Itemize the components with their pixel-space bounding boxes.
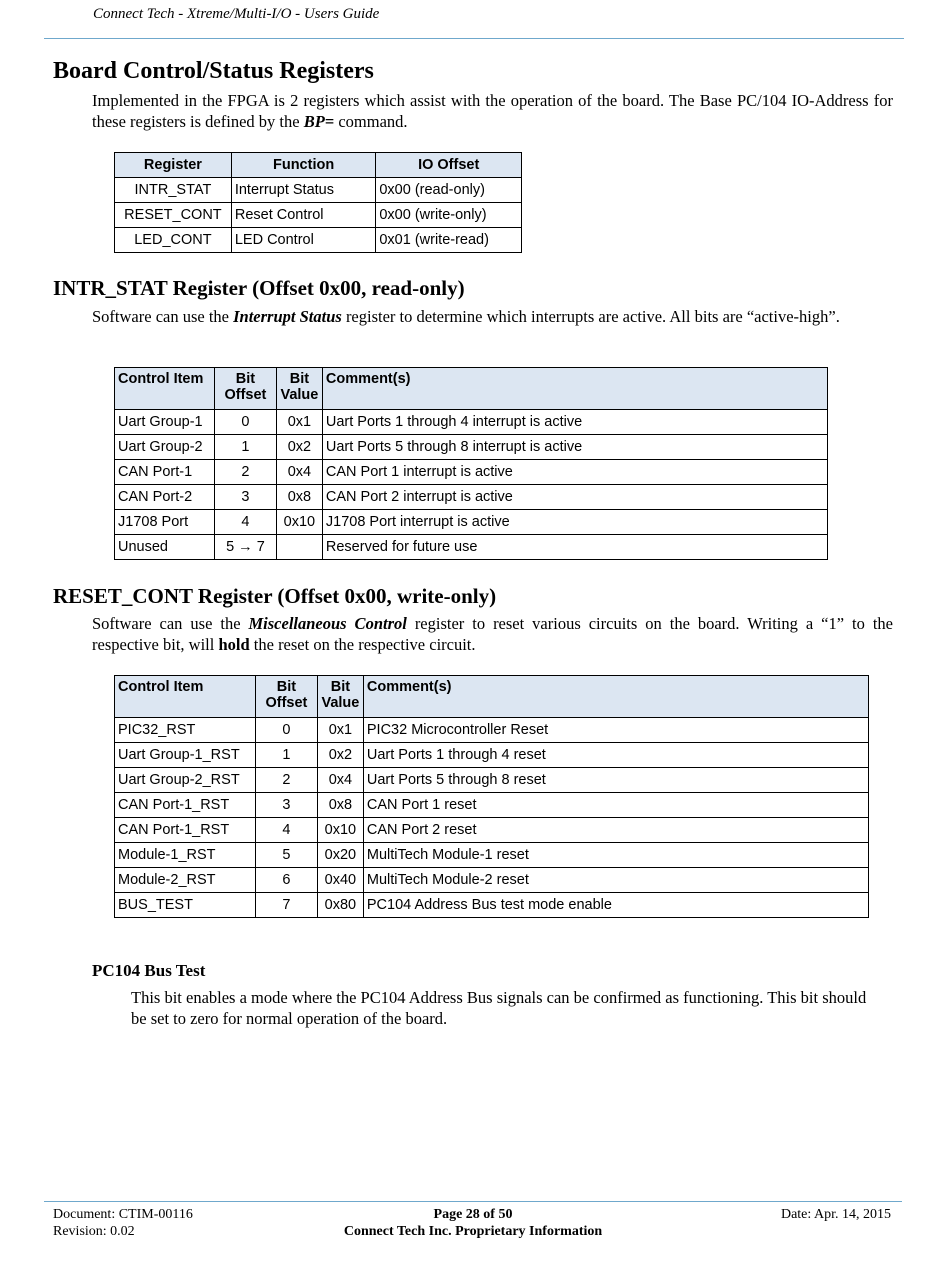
table-row bbox=[115, 460, 828, 485]
table-cell: 0x40 bbox=[317, 868, 363, 893]
table-cell: 1 bbox=[214, 435, 276, 460]
table-header-row bbox=[115, 368, 828, 410]
table-cell: 0x1 bbox=[276, 410, 322, 435]
column-header: Bit Offset bbox=[255, 676, 317, 718]
table-cell: CAN Port-1_RST bbox=[115, 818, 256, 843]
table-cell: 0x4 bbox=[276, 460, 322, 485]
subsection-title-pc104-bus-test: PC104 Bus Test bbox=[92, 961, 206, 980]
table-row bbox=[115, 868, 869, 893]
column-header: Register bbox=[115, 153, 232, 178]
table-cell: CAN Port-1 bbox=[115, 460, 215, 485]
column-header: Bit Offset bbox=[214, 368, 276, 410]
section-title-board-registers: Board Control/Status Registers bbox=[53, 58, 374, 84]
reset-cont-paragraph: Software can use the Miscellaneous Control register to reset various circuits on the board. Writing a “1” to the respective bit, will hold the reset on the respective circuit. bbox=[92, 614, 893, 654]
column-header: Control Item bbox=[115, 676, 256, 718]
table-cell: Interrupt Status bbox=[231, 178, 376, 203]
table-cell: Uart Ports 5 through 8 interrupt is active bbox=[322, 435, 827, 460]
table-cell: Reserved for future use bbox=[322, 535, 827, 560]
table-cell: Uart Group-2 bbox=[115, 435, 215, 460]
table-cell: RESET_CONT bbox=[115, 203, 232, 228]
table-cell: 6 bbox=[255, 868, 317, 893]
table-cell: J1708 Port bbox=[115, 510, 215, 535]
reset-cont-table bbox=[114, 675, 869, 918]
table-cell: MultiTech Module-1 reset bbox=[363, 843, 868, 868]
intr-stat-paragraph: Software can use the Interrupt Status register to determine which interrupts are active. All bits are “active-high”. bbox=[92, 307, 840, 326]
table-cell: 0x1 bbox=[317, 718, 363, 743]
table-cell: CAN Port-2 bbox=[115, 485, 215, 510]
table-row bbox=[115, 535, 828, 560]
table-cell: 1 bbox=[255, 743, 317, 768]
table-cell: Module-1_RST bbox=[115, 843, 256, 868]
table-cell: 0x2 bbox=[317, 743, 363, 768]
table-cell: Uart Ports 1 through 4 interrupt is active bbox=[322, 410, 827, 435]
column-header: Bit Value bbox=[317, 676, 363, 718]
table-row bbox=[115, 718, 869, 743]
column-header: Function bbox=[231, 153, 376, 178]
table-cell: 5 bbox=[255, 843, 317, 868]
table-cell: 0x80 bbox=[317, 893, 363, 918]
footer-date: Date: Apr. 14, 2015 bbox=[780, 1207, 891, 1222]
running-header: Connect Tech - Xtreme/Multi-I/O - Users Guide bbox=[93, 6, 380, 22]
table-cell: 3 bbox=[214, 485, 276, 510]
table-cell: 0x2 bbox=[276, 435, 322, 460]
table-cell: CAN Port 2 reset bbox=[363, 818, 868, 843]
table-cell: Uart Group-2_RST bbox=[115, 768, 256, 793]
table-cell: 4 bbox=[255, 818, 317, 843]
table-cell: CAN Port-1_RST bbox=[115, 793, 256, 818]
table-cell: 0 bbox=[255, 718, 317, 743]
table-cell: Module-2_RST bbox=[115, 868, 256, 893]
table-cell: Uart Group-1_RST bbox=[115, 743, 256, 768]
intr-stat-table bbox=[114, 367, 828, 560]
table-row bbox=[115, 743, 869, 768]
table-cell: LED Control bbox=[231, 228, 376, 253]
board-registers-table bbox=[114, 152, 522, 253]
table-cell: INTR_STAT bbox=[115, 178, 232, 203]
table-cell: Unused bbox=[115, 535, 215, 560]
table-cell: Uart Ports 1 through 4 reset bbox=[363, 743, 868, 768]
table-cell: 0x4 bbox=[317, 768, 363, 793]
table-cell: CAN Port 1 reset bbox=[363, 793, 868, 818]
table-cell: 0x10 bbox=[317, 818, 363, 843]
table-cell: 4 bbox=[214, 510, 276, 535]
table-cell: MultiTech Module-2 reset bbox=[363, 868, 868, 893]
table-cell: 0x01 (write-read) bbox=[376, 228, 522, 253]
table-row bbox=[115, 768, 869, 793]
section-title-reset-cont: RESET_CONT Register (Offset 0x00, write-only) bbox=[53, 584, 497, 608]
table-cell: 0x10 bbox=[276, 510, 322, 535]
table-cell: 0x00 (read-only) bbox=[376, 178, 522, 203]
table-row bbox=[115, 510, 828, 535]
column-header: Bit Value bbox=[276, 368, 322, 410]
table-cell: 5 → 7 bbox=[214, 535, 276, 560]
table-cell: PIC32_RST bbox=[115, 718, 256, 743]
table-cell: 0x20 bbox=[317, 843, 363, 868]
footer-proprietary-notice: Connect Tech Inc. Proprietary Information bbox=[343, 1224, 603, 1239]
table-row bbox=[115, 203, 522, 228]
table-cell: PC104 Address Bus test mode enable bbox=[363, 893, 868, 918]
table-row bbox=[115, 228, 522, 253]
table-cell: Uart Group-1 bbox=[115, 410, 215, 435]
footer-revision: Revision: 0.02 bbox=[53, 1224, 135, 1239]
table-cell: J1708 Port interrupt is active bbox=[322, 510, 827, 535]
table-row bbox=[115, 410, 828, 435]
table-cell bbox=[276, 535, 322, 560]
table-row bbox=[115, 818, 869, 843]
table-cell: 0x8 bbox=[276, 485, 322, 510]
table-cell: PIC32 Microcontroller Reset bbox=[363, 718, 868, 743]
table-row bbox=[115, 893, 869, 918]
table-cell: 2 bbox=[255, 768, 317, 793]
footer-page-number: Page 28 of 50 bbox=[433, 1207, 513, 1222]
table-cell: CAN Port 2 interrupt is active bbox=[322, 485, 827, 510]
table-cell: BUS_TEST bbox=[115, 893, 256, 918]
pc104-bus-test-paragraph: This bit enables a mode where the PC104 Address Bus signals can be confirmed as functioning. This bit should be set to zero for normal operation of the board. bbox=[131, 988, 867, 1028]
table-cell: 0x00 (write-only) bbox=[376, 203, 522, 228]
table-row bbox=[115, 793, 869, 818]
table-cell: CAN Port 1 interrupt is active bbox=[322, 460, 827, 485]
column-header: IO Offset bbox=[376, 153, 522, 178]
header-divider bbox=[44, 38, 904, 39]
column-header: Comment(s) bbox=[322, 368, 827, 410]
table-header-row bbox=[115, 153, 522, 178]
footer-document-id: Document: CTIM-00116 bbox=[53, 1207, 193, 1222]
table-row bbox=[115, 485, 828, 510]
table-cell: LED_CONT bbox=[115, 228, 232, 253]
table-cell: Uart Ports 5 through 8 reset bbox=[363, 768, 868, 793]
table-cell: 2 bbox=[214, 460, 276, 485]
table-cell: 0 bbox=[214, 410, 276, 435]
column-header: Control Item bbox=[115, 368, 215, 410]
table-cell: Reset Control bbox=[231, 203, 376, 228]
table-header-row bbox=[115, 676, 869, 718]
column-header: Comment(s) bbox=[363, 676, 868, 718]
board-registers-paragraph: Implemented in the FPGA is 2 registers which assist with the operation of the board. The Base PC/104 IO-Address for these registers is defined by the BP= command. bbox=[92, 91, 893, 131]
table-cell: 3 bbox=[255, 793, 317, 818]
table-row bbox=[115, 435, 828, 460]
table-cell: 7 bbox=[255, 893, 317, 918]
footer-divider bbox=[44, 1201, 902, 1202]
table-cell: 0x8 bbox=[317, 793, 363, 818]
section-title-intr-stat: INTR_STAT Register (Offset 0x00, read-only) bbox=[53, 276, 465, 300]
table-row bbox=[115, 178, 522, 203]
table-row bbox=[115, 843, 869, 868]
